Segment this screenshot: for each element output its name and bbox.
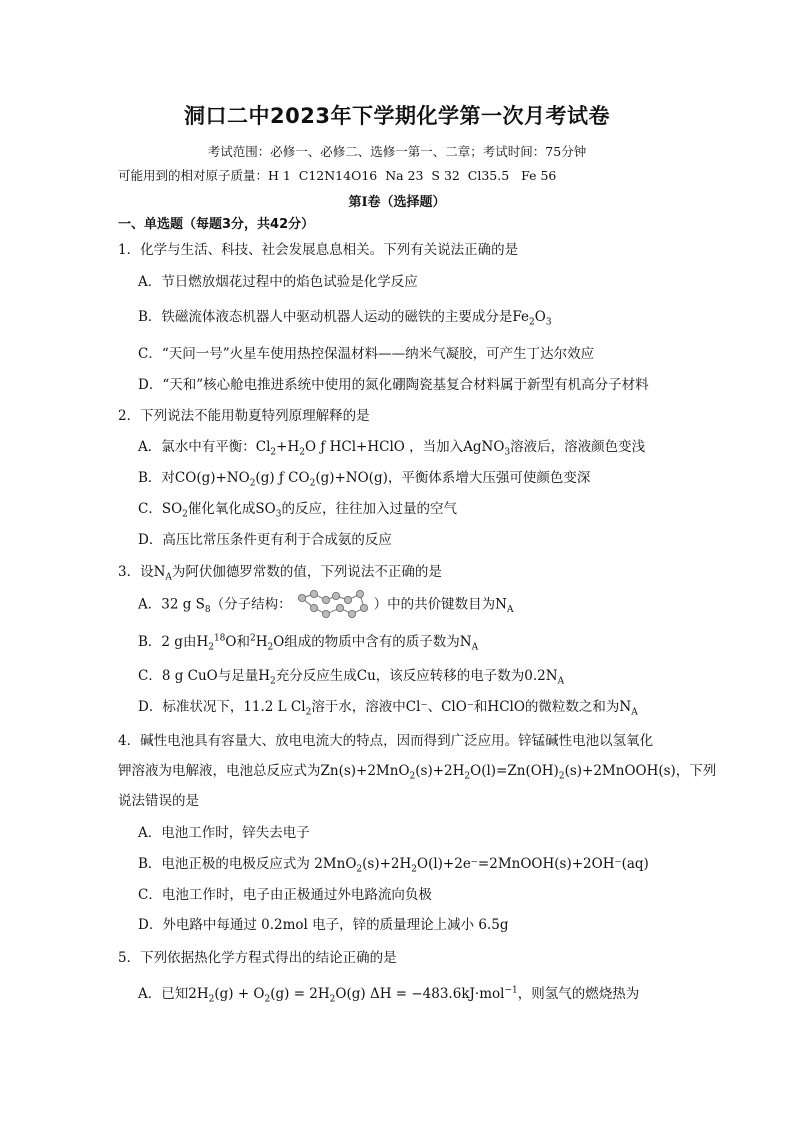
q1-stem: 1．化学与生活、科技、社会发展息息相关。下列有关说法正确的是 xyxy=(118,242,519,258)
s8-molecule-structure xyxy=(296,590,370,620)
exam-title: 洞口二中2023年下学期化学第一次月考试卷 xyxy=(184,104,610,128)
q4-option-a: A．电池工作时，锌失去电子 xyxy=(138,825,310,841)
q2-stem: 2．下列说法不能用勒夏特列原理解释的是 xyxy=(118,408,370,424)
q5-option-a: A．已知$2H_2(g) + O_2(g) = 2H_2O(g) \Delta H = -483.6kJ\cdot mol^{-1}$，则氢气的燃烧热为 xyxy=(138,985,640,1005)
q2-option-c: C．$SO_2$催化氧化成$SO_3$的反应，往往加入过量的空气 xyxy=(138,501,457,520)
q2-option-a: A．氯水中有平衡：$Cl_2+H_2O$ ƒ HCl+HClO ，当加入AgNO$_3$溶液后，溶液颜色变浅 xyxy=(138,439,646,458)
q4-option-d: D．外电路中每通过 0.2mol 电子，锌的质量理论上减小 6.5g xyxy=(138,917,509,933)
q2-option-d: D．高压比常压条件更有利于合成氨的反应 xyxy=(138,532,392,548)
q3-stem: 3．设$N_A$为阿伏伽德罗常数的值，下列说法不正确的是 xyxy=(118,564,442,583)
q4-stem-line2: 钾溶液为电解液，电池总反应式为$Zn(s)+2MnO_2(s)+2H_2O(l)=Zn(OH)_2(s)+2MnOOH(s)$，下列 xyxy=(118,763,717,782)
part-heading: 第Ⅰ卷（选择题） xyxy=(348,195,446,210)
section-heading: 一、单选题（每题3分，共42分） xyxy=(118,217,315,232)
q1-option-b: B．铁磁流体液态机器人中驱动机器人运动的磁铁的主要成分是$Fe_2O_3$ xyxy=(138,309,552,328)
q4-stem-line1: 4．碱性电池具有容量大、放电电流大的特点，因而得到广泛应用。锌锰碱性电池以氢氧化 xyxy=(118,733,654,749)
q4-option-b: B．电池正极的电极反应式为 $2MnO_2(s)+2H_2O(l)+2e^-=2MnOOH(s)+2OH^-(aq)$ xyxy=(138,856,649,875)
q5-stem: 5．下列依据热化学方程式得出的结论正确的是 xyxy=(118,950,397,966)
exam-scope: 考试范围：必修一、必修二、选修一第一、二章；考试时间：75分钟 xyxy=(207,144,587,159)
q4-option-c: C．电池工作时，电子由正极通过外电路流向负极 xyxy=(138,887,432,903)
q2-option-b: B．对$CO(g)+NO_2(g)$ ƒ $CO_2(g)+NO(g)$，平衡体系增大压强可使颜色变深 xyxy=(138,470,591,489)
q1-option-d: D．“天和”核心舱电推进系统中使用的氮化硼陶瓷基复合材料属于新型有机高分子材料 xyxy=(138,377,649,393)
q4-stem-line3: 说法错误的是 xyxy=(118,793,199,809)
q3-option-a: A．32 g $S_8$（分子结构： ）中的共价键数目为$N_A$ xyxy=(138,590,513,620)
q3-option-c: C．8 g CuO与足量$H_2$充分反应生成Cu，该反应转移的电子数为$0.2N_A$ xyxy=(138,668,565,687)
q3-option-d: D．标准状况下，11.2 L $Cl_2$溶于水，溶液中Cl⁻、ClO⁻和HClO的微粒数之和为$N_A$ xyxy=(138,699,638,718)
q1-option-a: A．节日燃放烟花过程中的焰色试验是化学反应 xyxy=(138,274,418,290)
atomic-masses: 可能用到的相对原子质量：H 1 C12N14O16 Na 23 S 32 Cl35.5 Fe 56 xyxy=(118,168,557,183)
q1-option-c: C．“天问一号”火星车使用热控保温材料——纳米气凝胶，可产生丁达尔效应 xyxy=(138,346,595,362)
q3-option-b: B．2 g由$H_2^{18}O$和$^2H_2O$组成的物质中含有的质子数为$N_A$ xyxy=(138,633,479,653)
